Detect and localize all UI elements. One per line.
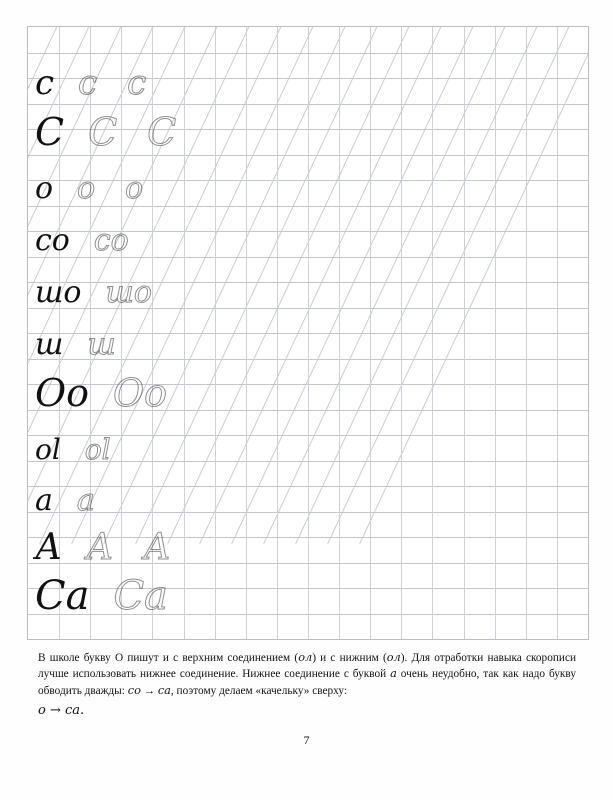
- letter-sample-solid: А: [35, 527, 63, 568]
- letter-sample-solid: C: [35, 110, 65, 154]
- letter-sample-trace: А: [143, 527, 171, 568]
- instruction-example: о → са.: [38, 703, 85, 718]
- letter-sample-trace: c: [127, 63, 147, 103]
- caption-cursive-1: ол: [298, 651, 313, 664]
- practice-rows: [27, 26, 587, 638]
- letter-sample-solid: Са: [35, 573, 90, 619]
- letter-sample-trace: Оо: [113, 371, 168, 415]
- letter-sample-solid: Оо: [35, 371, 90, 415]
- caption-part-4: очень неудобно, так как надо букву обводить дважды:: [38, 668, 576, 697]
- practice-row: [35, 466, 95, 516]
- caption-part-2: ) и с нижним (: [312, 652, 387, 664]
- practice-row: [35, 516, 171, 566]
- caption-cursive-5: са: [157, 683, 171, 697]
- letter-sample-trace: А: [86, 527, 114, 568]
- letter-sample-trace: C: [147, 110, 177, 154]
- caption-arrow: →: [140, 684, 158, 697]
- page-number: 7: [303, 733, 310, 747]
- caption-part-5: , поэтому делаем «качельку» сверху:: [170, 684, 348, 697]
- practice-row: [35, 310, 116, 360]
- caption-part-1: В школе букву О пишут и с верхним соединением (: [38, 652, 299, 664]
- practice-row: [35, 101, 177, 154]
- letter-sample-trace: co: [93, 223, 129, 258]
- practice-row: [35, 154, 143, 204]
- letter-sample-solid: co: [35, 223, 70, 258]
- instruction-text: [38, 650, 576, 699]
- letter-sample-trace: o: [77, 171, 96, 206]
- caption-part-3: ). Для отработки навыка скорописи лучше использовать нижнее соединение. Нижнее соединение с буквой: [38, 652, 577, 681]
- letter-sample-solid: а: [35, 483, 53, 518]
- practice-row: [35, 414, 111, 464]
- letter-sample-trace: ш: [87, 327, 116, 362]
- practice-row: [35, 566, 168, 619]
- letter-sample-trace: шо: [105, 275, 152, 310]
- practice-row: [35, 206, 129, 256]
- practice-row: [35, 362, 168, 415]
- letter-sample-solid: ш: [35, 327, 64, 362]
- letter-sample-trace: ol: [84, 433, 111, 466]
- letter-sample-solid: шо: [35, 275, 82, 310]
- letter-sample-trace: Са: [113, 573, 168, 619]
- letter-sample-trace: C: [88, 110, 118, 154]
- letter-sample-trace: o: [125, 171, 144, 206]
- letter-sample-solid: o: [35, 171, 54, 206]
- caption-cursive-3: а: [390, 667, 397, 681]
- caption-cursive-4: со: [127, 683, 141, 697]
- letter-sample-trace: а: [76, 483, 95, 518]
- letter-sample-trace: c: [78, 63, 98, 103]
- letter-sample-solid: c: [35, 63, 55, 103]
- practice-row: [35, 258, 152, 308]
- practice-row: [35, 50, 147, 103]
- caption-cursive-2: ол: [386, 651, 401, 664]
- letter-sample-solid: ol: [35, 433, 61, 466]
